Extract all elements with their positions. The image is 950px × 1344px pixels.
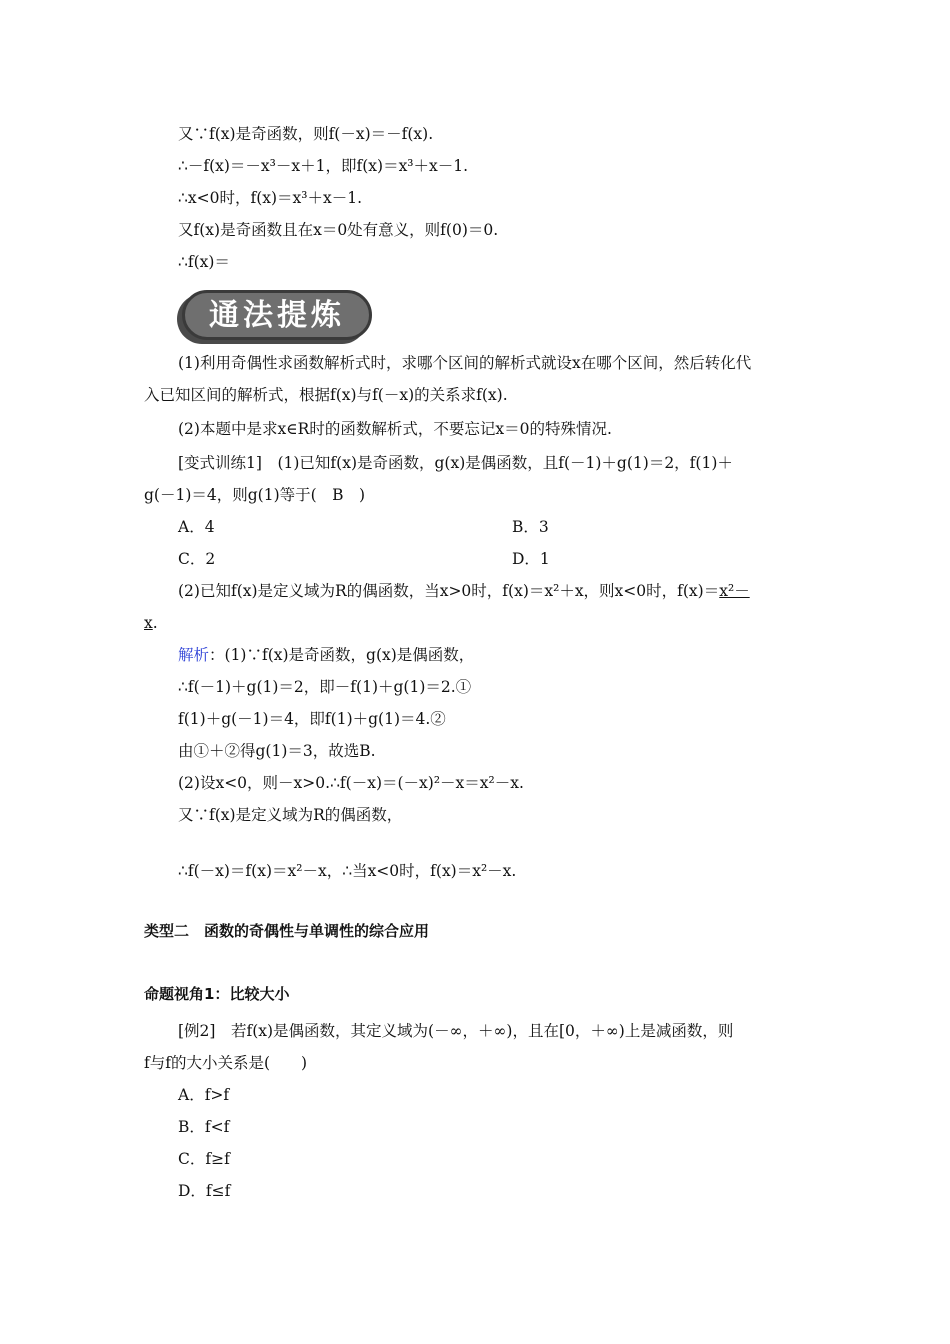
- badge-label: 通法提炼: [209, 298, 345, 333]
- example-question: [例2] 若f(x)是偶函数，其定义域为(－∞，＋∞)，且在[0，＋∞)上是减函数，则: [178, 1022, 734, 1040]
- solution-line: ∴f(－x)＝f(x)＝x²－x，∴当x<0时，f(x)＝x²－x.: [178, 862, 517, 880]
- text-line: ∴－f(x)＝－x³－x＋1，即f(x)＝x³＋x－1.: [178, 157, 469, 175]
- solution-line: [178, 644, 474, 666]
- example-question: f与f的大小关系是( ): [144, 1054, 308, 1072]
- example-option-c: C．f≥f: [178, 1150, 230, 1168]
- text-line: 又∵f(x)是奇函数，则f(－x)＝－f(x).: [178, 125, 434, 143]
- exercise-question-2-cont: [144, 612, 158, 634]
- option-b: B．3: [512, 518, 549, 536]
- solution-line: f(1)＋g(－1)＝4，即f(1)＋g(1)＝4.②: [178, 710, 446, 728]
- example-option-b: B．f<f: [178, 1118, 230, 1136]
- answer-blank: x²－: [719, 582, 750, 600]
- exercise-question: g(－1)＝4，则g(1)等于( B ): [144, 486, 366, 504]
- method-text: (2)本题中是求x∈R时的函数解析式，不要忘记x＝0的特殊情况.: [178, 420, 612, 438]
- method-summary-badge: [182, 290, 372, 340]
- text-line: ∴x<0时，f(x)＝x³＋x－1.: [178, 189, 363, 207]
- solution-line: 由①＋②得g(1)＝3，故选B.: [178, 742, 376, 760]
- exercise-question-2: [178, 580, 750, 602]
- text-line: ∴f(x)＝: [178, 253, 230, 271]
- solution-text: ：(1)∵f(x)是奇函数，g(x)是偶函数，: [209, 646, 475, 664]
- exercise-question: [变式训练1] (1)已知f(x)是奇函数，g(x)是偶函数，且f(－1)＋g(1)＝2，f(1)＋: [178, 454, 733, 472]
- option-a: A．4: [178, 518, 215, 536]
- subsection-heading: 命题视角1：比较大小: [144, 985, 290, 1003]
- solution-label: 解析: [178, 646, 210, 664]
- method-text: (1)利用奇偶性求函数解析式时，求哪个区间的解析式就设x在哪个区间，然后转化代: [178, 354, 752, 372]
- solution-line: ∴f(－1)＋g(1)＝2，即－f(1)＋g(1)＝2.①: [178, 678, 472, 696]
- example-option-a: A．f>f: [178, 1086, 230, 1104]
- answer-blank: x: [144, 614, 153, 632]
- question-text: (2)已知f(x)是定义域为R的偶函数，当x>0时，f(x)＝x²＋x，则x<0时，f(x)＝: [178, 582, 720, 600]
- question-text: .: [152, 614, 158, 632]
- section-heading: 类型二 函数的奇偶性与单调性的综合应用: [144, 922, 430, 940]
- solution-line: (2)设x<0，则－x>0.∴f(－x)＝(－x)²－x＝x²－x.: [178, 774, 524, 792]
- option-d: D．1: [512, 550, 550, 568]
- solution-line: 又∵f(x)是定义域为R的偶函数，: [178, 806, 403, 824]
- option-c: C．2: [178, 550, 216, 568]
- method-text: 入已知区间的解析式，根据f(x)与f(－x)的关系求f(x).: [144, 386, 508, 404]
- example-option-d: D．f≤f: [178, 1182, 231, 1200]
- text-line: 又f(x)是奇函数且在x＝0处有意义，则f(0)＝0.: [178, 221, 499, 239]
